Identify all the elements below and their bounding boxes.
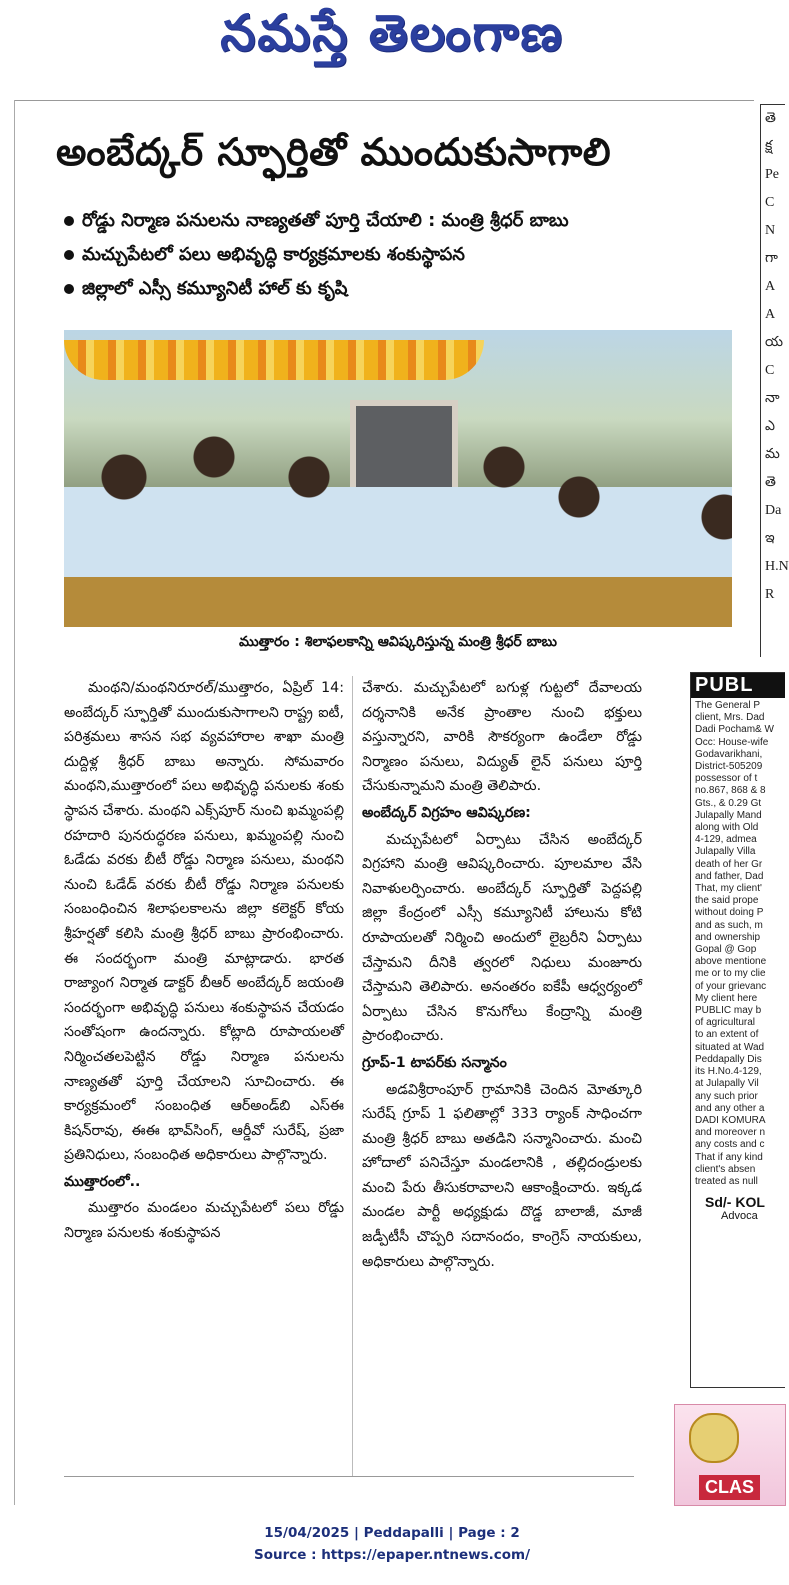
clipped-line: Da — [765, 503, 782, 518]
notice-line: to an extent of — [695, 1029, 759, 1041]
flower-garland — [64, 340, 484, 380]
subheadline-text: రోడ్డు నిర్మాణ పనులను నాణ్యతతో పూర్తి చేయాలి : మంత్రి శ్రీధర్ బాబు — [82, 210, 569, 231]
clipped-line: ఇ — [765, 531, 775, 546]
bullet-icon — [64, 250, 74, 260]
notice-line: client's absen — [695, 1163, 756, 1175]
clipped-line: తె — [765, 111, 776, 126]
notice-line: Julapally Villa — [695, 846, 756, 858]
footer-date-line: 15/04/2025 | Peddapalli | Page : 2 — [264, 1525, 520, 1541]
ad-label: CLAS — [699, 1475, 760, 1500]
notice-line: Julapally Mand — [695, 809, 762, 821]
notice-line: situated at Wad — [695, 1041, 765, 1053]
notice-line: PUBLIC may b — [695, 1005, 762, 1017]
article-column-1 — [64, 676, 344, 1246]
newspaper-masthead — [0, 0, 784, 78]
notice-line: and ownership — [695, 931, 761, 943]
notice-line: death of her Gr — [695, 858, 763, 870]
bullet-icon — [64, 284, 74, 294]
section-subhead: ముత్తారంలో.. — [64, 1173, 141, 1190]
section-subhead: అంబేద్కర్ విగ్రహం ఆవిష్కరణ: — [362, 804, 531, 821]
adjacent-column-clipped — [760, 104, 789, 657]
clipped-line: ఎ — [765, 419, 775, 434]
notice-line: the said prope — [695, 895, 759, 907]
article-headline: అంబేద్కర్ స్ఫూర్తితో ముందుకుసాగాలి — [56, 130, 612, 174]
left-column-rule — [14, 100, 15, 1505]
classified-advertisement — [674, 1404, 786, 1506]
clipped-line: మ — [765, 447, 780, 462]
clipped-line: Pe — [765, 167, 779, 182]
notice-line: possessor of t — [695, 773, 758, 785]
notice-line: me or to my clie — [695, 968, 766, 980]
notice-line: Godavarikhani, — [695, 748, 763, 760]
body-paragraph: అడవిశ్రీరాంపూర్ గ్రామానికి చెందిన మోత్కూరి సురేష్ గ్రూప్ 1 ఫలితాల్లో 333 ర్యాంక్ సాధించగా మంత్రి శ్రీధర్ బాబు అతడిని సన్మానించారు. మంచి హోదాలో పనిచేస్తూ మండలానికి , తల్లిదండ్రులకు మంచి పేరు తీసుకరావాలని ఆకాంక్షించారు. ఇక్కడ మండల పార్టీ అధ్యక్షుడు దొడ్డ బాలాజీ, మాజీ జడ్పీటీసీ చొప్పరి సదానందం, కాంగ్రెస్ నాయకులు, అధికారులు పాల్గొన్నారు. — [362, 1081, 642, 1270]
notice-line: no.867, 868 & 8 — [695, 785, 766, 797]
seal-logo-icon — [689, 1413, 739, 1463]
notice-line: That, my client' — [695, 883, 762, 895]
notice-line: client, Mrs. Dad — [695, 712, 765, 724]
bullet-icon — [64, 216, 74, 226]
subheadline-text: జిల్లాలో ఎస్సీ కమ్యూనిటీ హాల్ కు కృషి — [82, 278, 348, 299]
notice-line: and father, Dad — [695, 870, 764, 882]
notice-signature: Sd/- KOL — [705, 1194, 765, 1211]
clipped-line: క్ష — [765, 139, 773, 154]
notice-line: its H.No.4-129, — [695, 1066, 762, 1078]
subheadline-list — [64, 204, 684, 306]
page-footer — [0, 1522, 784, 1566]
notice-line: Peddapally Dis — [695, 1053, 762, 1065]
subheadline-item — [64, 204, 684, 238]
notice-line: at Julapally Vil — [695, 1078, 759, 1090]
footer-source-line[interactable]: Source : https://epaper.ntnews.com/ — [253, 1547, 531, 1563]
notice-line: and any other a — [695, 1102, 765, 1114]
notice-line: of your grievanc — [695, 980, 767, 992]
notice-line: and as such, m — [695, 919, 763, 931]
notice-line: of agricultural — [695, 1017, 756, 1029]
notice-line: The General P — [695, 700, 761, 711]
notice-line: Dadi Pocham& W — [695, 724, 774, 736]
photo-caption: ముత్తారం : శిలాఫలకాన్ని ఆవిష్కరిస్తున్న మంత్రి శ్రీధర్ బాబు — [239, 634, 557, 650]
body-paragraph: ముత్తారం మండలం మచ్చుపేటలో పలు రోడ్డు నిర్మాణ పనులకు శంకుస్థాపన — [64, 1200, 344, 1242]
notice-line: Occ: House-wife — [695, 736, 769, 748]
notice-line: along with Old — [695, 822, 759, 834]
notice-line: any such prior — [695, 1090, 758, 1102]
public-notice-heading: PUBL — [691, 673, 785, 698]
notice-signature-role: Advoca — [721, 1210, 758, 1223]
clipped-line: తె — [765, 475, 776, 490]
clipped-line: నా — [765, 391, 780, 406]
crowd-figures — [64, 417, 732, 627]
notice-line: 4-129, admea — [695, 834, 757, 846]
public-notice-body — [691, 698, 785, 1190]
masthead-title: నమస్తే తెలంగాణ — [220, 4, 564, 62]
subheadline-text: మచ్చుపేటలో పలు అభివృద్ధి కార్యక్రమాలకు శంకుస్థాపన — [82, 244, 465, 265]
notice-line: Gts., & 0.29 Gt — [695, 797, 762, 809]
public-notice-box — [690, 672, 785, 1388]
article-bottom-rule — [64, 1476, 634, 1477]
clipped-line: A — [765, 279, 776, 294]
notice-line: District-505209 — [695, 761, 763, 773]
body-paragraph: మంథని/మంథనిరూరల్/ముత్తారం, ఏప్రిల్ 14: అంబేద్కర్ స్ఫూర్తితో ముందుకుసాగాలని రాష్ట్ర ఐటీ, పరిశ్రమలు శాసన సభ వ్యవహారాల శాఖా మంత్రి దుద్దిళ్ల శ్రీధర్ బాబు అన్నారు. సోమవారం మంథని,ముత్తారంలో పలు అభివృద్ధి పనులకు శంకు స్థాపన చేశారు. మంథని ఎక్స్‌పూర్ నుంచి ఖమ్మంపల్లి రహదారి పునరుద్ధరణ పనులు, ఖమ్మంపల్లి నుంచి ఓడేడు వరకు బీటీ రోడ్డు నిర్మాణ పనులు, మంథని నుంచి ఓడేడ్ వరకు బీటీ రోడ్డు నిర్మాణ పనులకు సంబంధించిన శిలాఫలకాలను జిల్లా కలెక్టర్ కోయ శ్రీహర్షతో కలిసి మంత్రి శ్రీధర్ బాబు ప్రారంభించారు. ఈ సందర్భంగా మంత్రి మాట్లాడారు. భారత రాజ్యాంగ నిర్మాత డాక్టర్ బీఆర్ అంబేద్కర్ జయంతి సందర్భంగా అభివృద్ధి పనులు శంకుస్థాపన చేయడం సంతోషంగా ఉందన్నారు. కోట్లాది రూపాయలతో నిర్మించతలపెట్టిన రోడ్డు నిర్మాణ పనులను నాణ్యతతో పూర్తి చేయాలని సూచించారు. ఈ కార్యక్రమంలో సంబంధిత ఆర్‌అండ్‌బి ఎస్‌ఈ కిషన్‌రావు, ఈఈ భావ్‌సింగ్, ఆర్డీవో సురేష్, ప్రజా ప్రతినిధులు, సంబంధిత అధికారులు పాల్గొన్నారు. — [64, 680, 344, 1164]
clipped-line: గా — [765, 251, 778, 266]
section-subhead: గ్రూప్-1 టాపర్‌కు సన్మానం — [362, 1054, 507, 1071]
clipped-line: C — [765, 363, 775, 378]
clipped-line: A — [765, 307, 776, 322]
notice-line: any costs and c — [695, 1139, 765, 1151]
body-paragraph: చేశారు. మచ్చుపేటలో బగుళ్ల గుట్టలో దేవాలయ దర్శనానికి అనేక ప్రాంతాల నుంచి భక్తులు వస్తున్నారని, వారికి సౌకర్యంగా ఉండేలా రోడ్డు నిర్మాణం పనులు, విద్యుత్ లైన్ పనులు పూర్తి చేసుకున్నామని మంత్రి తెలిపారు. — [362, 680, 642, 795]
clipped-line: R — [765, 587, 775, 602]
notice-line: Gopal @ Gop — [695, 944, 757, 956]
notice-line: and moreover n — [695, 1127, 766, 1139]
clipped-line: N — [765, 223, 776, 238]
notice-line: That if any kind — [695, 1151, 763, 1163]
news-photo — [64, 330, 732, 627]
clipped-line: C — [765, 195, 775, 210]
column-rule — [352, 676, 353, 1476]
notice-line: without doing P — [695, 907, 764, 919]
subheadline-item — [64, 272, 684, 306]
clipped-line: H.N — [765, 559, 789, 574]
notice-line: My client here — [695, 992, 758, 1004]
notice-line: DADI KOMURA — [695, 1114, 766, 1126]
notice-line: above mentione — [695, 956, 767, 968]
body-paragraph: మచ్చుపేటలో ఏర్పాటు చేసిన అంబేద్కర్ విగ్రహాని మంత్రి ఆవిష్కరించారు. పూలమాల వేసి నివాళులర్పించారు. అంబేద్కర్ స్ఫూర్తితో పెద్దపల్లి జిల్లా కేంద్రంలో ఎస్సీ కమ్యూనిటీ హాలును కోటి రూపాయలతో నిర్మించి అందులో లైబ్రరీని ఏర్పాటు చేస్తామని దీనికి త్వరలో నిధులు మంజూరు చేస్తామని తెలిపారు. అనంతరం ఐకేపీ ఆధ్వర్యంలో ఏర్పాటు చేసిన కొనుగోలు కేంద్రాన్ని మంత్రి ప్రారంభించారు. — [362, 831, 642, 1045]
notice-line: treated as null — [695, 1175, 758, 1187]
subheadline-item — [64, 238, 684, 272]
article-column-2 — [362, 676, 642, 1274]
clipped-line: య — [765, 335, 784, 350]
